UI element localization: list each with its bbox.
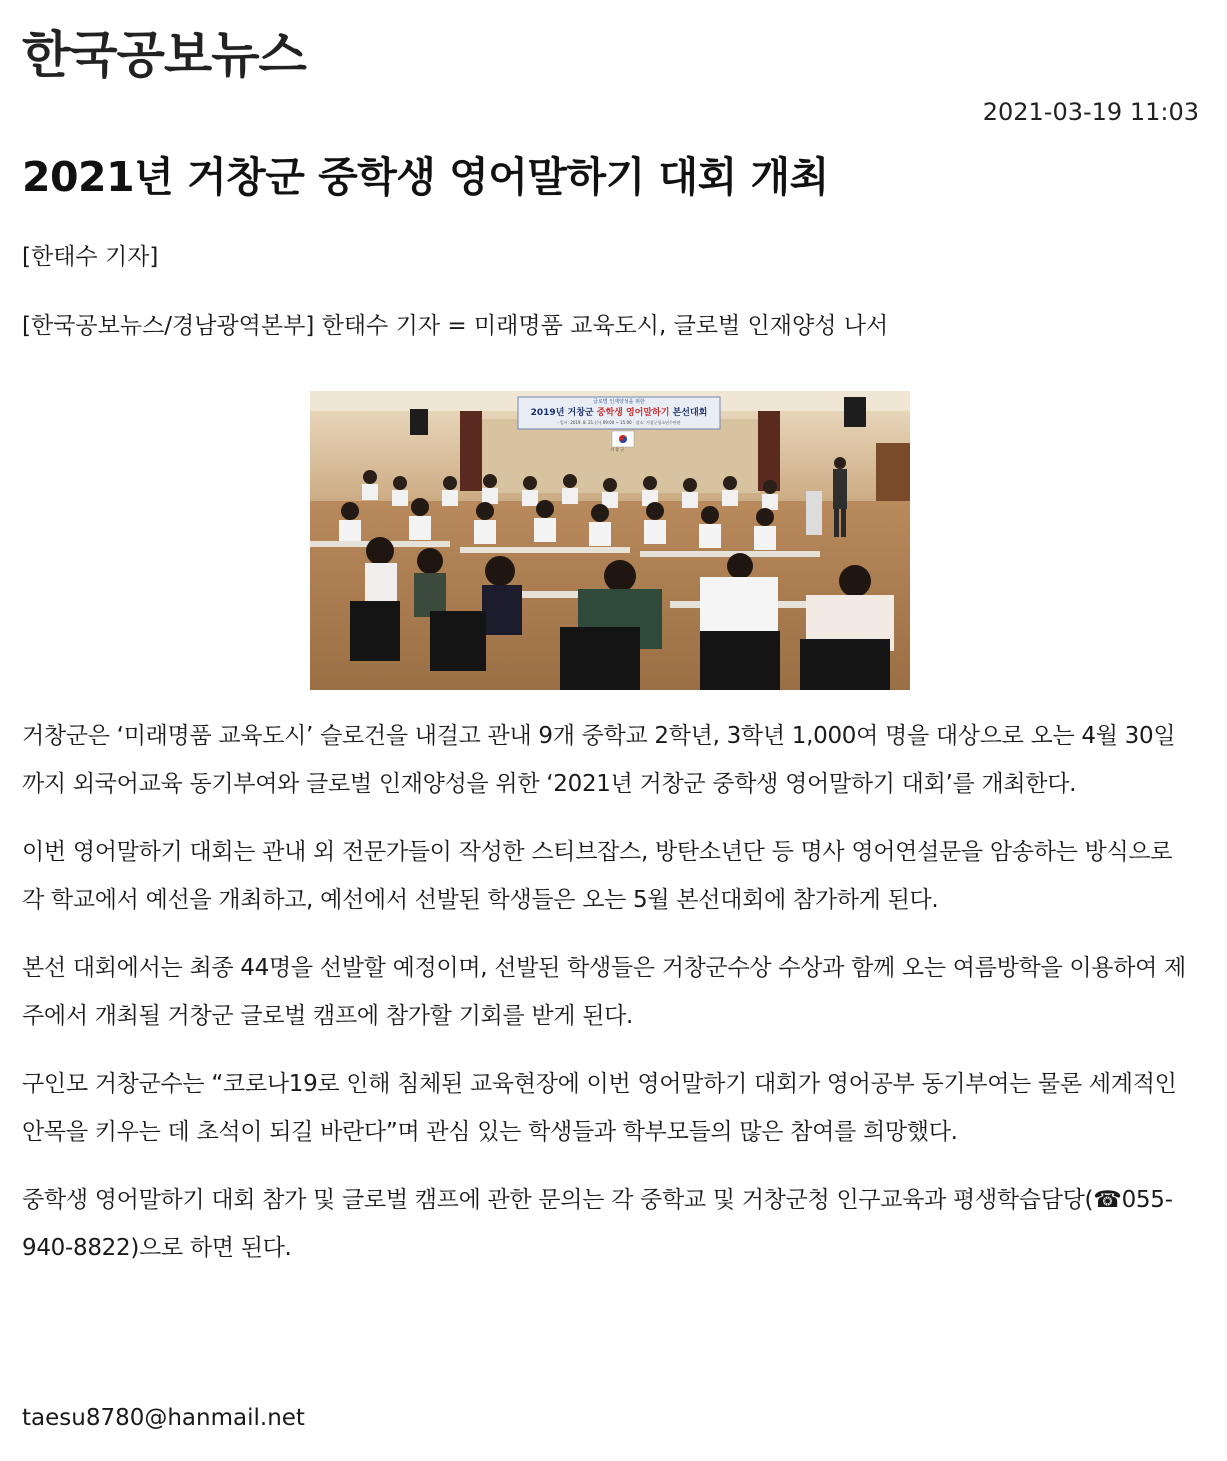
photo-banner-tail: 본선대회 [672,408,708,418]
article-paragraph: 거창군은 ‘미래명품 교육도시’ 슬로건을 내걸고 관내 9개 중학교 2학년, 3학년 1,000여 명을 대상으로 오는 4월 30일까지 외국어교육 동기부여와 글로벌 인재양성을 위한 ‘2021년 거창군 중학생 영어말하기 대회’를 개최한다. [22,723,1176,797]
article-paragraph: 구인모 거창군수는 “코로나19로 인해 침체된 교육현장에 이번 영어말하기 대회가 영어공부 동기부여는 물론 세계적인 안목을 키우는 데 초석이 되길 바란다”며 관심 있는 학생들과 학부모들의 많은 참여를 희망했다. [22,1071,1177,1145]
photo-banner-year: 2019년 거창군 [530,408,594,418]
photo-banner-highlight: 중학생 영어말하기 [596,408,670,418]
article-paragraph: 본선 대회에서는 최종 44명을 선발할 예정이며, 선발된 학생들은 거창군수상 수상과 함께 오는 여름방학을 이용하여 제주에서 개최될 거창군 글로벌 캠프에 참가할 기회를 받게 된다. [22,955,1186,1029]
photo-banner-sub: · 일시: 2019. 8. 21.(수) 09:00 ~ 15:00 · 장소: 거창군청소년수련관 [557,420,681,425]
photo-banner-top: 글로벌 인재양성을 위한 [593,399,645,405]
article-timestamp: 2021-03-19 11:03 [982,98,1199,126]
photo-banner-org: 거 창 군 [610,447,625,452]
site-title[interactable]: 한국공보뉴스 [22,26,306,84]
article-headline: 2021년 거창군 중학생 영어말하기 대회 개최 [22,153,829,201]
svg-text:2019년 거창군 중학생 영어말하기 [531,406,708,418]
article-body [22,712,1194,1292]
article-paragraph: 중학생 영어말하기 대회 참가 및 글로벌 캠프에 관한 문의는 각 중학교 및 거창군청 인구교육과 평생학습담당(☎055-940-8822)으로 하면 된다. [22,1187,1173,1261]
article-lead: [한국공보뉴스/경남광역본부] 한태수 기자 = 미래명품 교육도시, 글로벌 인재양성 나서 [22,313,889,339]
article-paragraph: 이번 영어말하기 대회는 관내 외 전문가들이 작성한 스티브잡스, 방탄소년단 등 명사 영어연설문을 암송하는 방식으로 각 학교에서 예선을 개최하고, 예선에서 선발된 학생들은 오는 5월 본선대회에 참가하게 된다. [22,839,1173,913]
reporter-email[interactable]: taesu8780@hanmail.net [22,1405,305,1431]
article-byline: [한태수 기자] [22,244,159,270]
article-photo [310,391,910,690]
